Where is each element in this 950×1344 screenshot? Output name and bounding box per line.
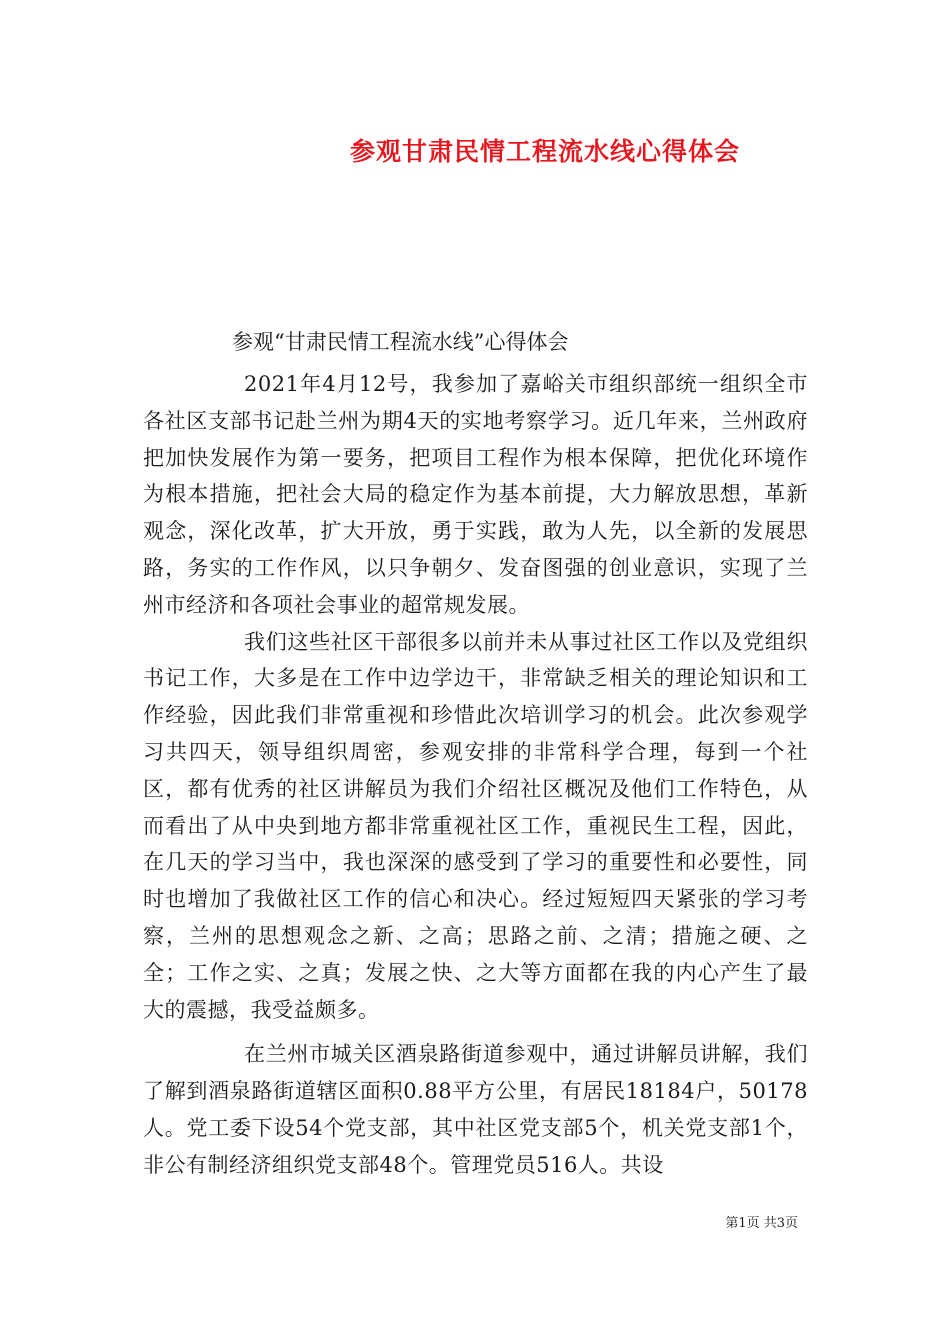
- document-title: 参观甘肃民情工程流水线心得体会: [349, 137, 740, 166]
- body-paragraph-1: 2021年4月12号，我参加了嘉峪关市组织部统一组织全市各社区支部书记赴兰州为期4天的实地考察学习。近几年来，兰州政府把加快发展作为第一要务，把项目工程作为根本保障，把优化环境作为根本措施，把社会大局的稳定作为基本前提，大力解放思想，革新观念，深化改革，扩大开放，勇于实践，敢为人先，以全新的发展思路，务实的工作作风，以只争朝夕、发奋图强的创业意识，实现了兰州市经济和各项社会事业的超常规发展。: [143, 372, 808, 617]
- body-paragraph-2: 我们这些社区干部很多以前并未从事过社区工作以及党组织书记工作，大多是在工作中边学边干，非常缺乏相关的理论知识和工作经验，因此我们非常重视和珍惜此次培训学习的机会。此次参观学习共四天，领导组织周密，参观安排的非常科学合理，每到一个社区，都有优秀的社区讲解员为我们介绍社区概况及他们工作特色，从而看出了从中央到地方都非常重视社区工作，重视民生工程，因此，在几天的学习当中，我也深深的感受到了学习的重要性和必要性，同时也增加了我做社区工作的信心和决心。经过短短四天紧张的学习考察，兰州的思想观念之新、之高；思路之前、之清；措施之硬、之全；工作之实、之真；发展之快、之大等方面都在我的内心产生了最大的震撼，我受益颇多。: [143, 629, 808, 1022]
- page-number-footer: 第1页 共3页: [725, 1216, 798, 1231]
- body-paragraph-3: 在兰州市城关区酒泉路街道参观中，通过讲解员讲解，我们了解到酒泉路街道辖区面积0.88平方公里，有居民18184户，50178人。党工委下设54个党支部，其中社区党支部5个，机关党支部1个，非公有制经济组织党支部48个。管理党员516人。共设: [143, 1042, 808, 1177]
- document-body: [143, 366, 808, 1184]
- document-subtitle: 参观“甘肃民情工程流水线”心得体会: [232, 330, 569, 354]
